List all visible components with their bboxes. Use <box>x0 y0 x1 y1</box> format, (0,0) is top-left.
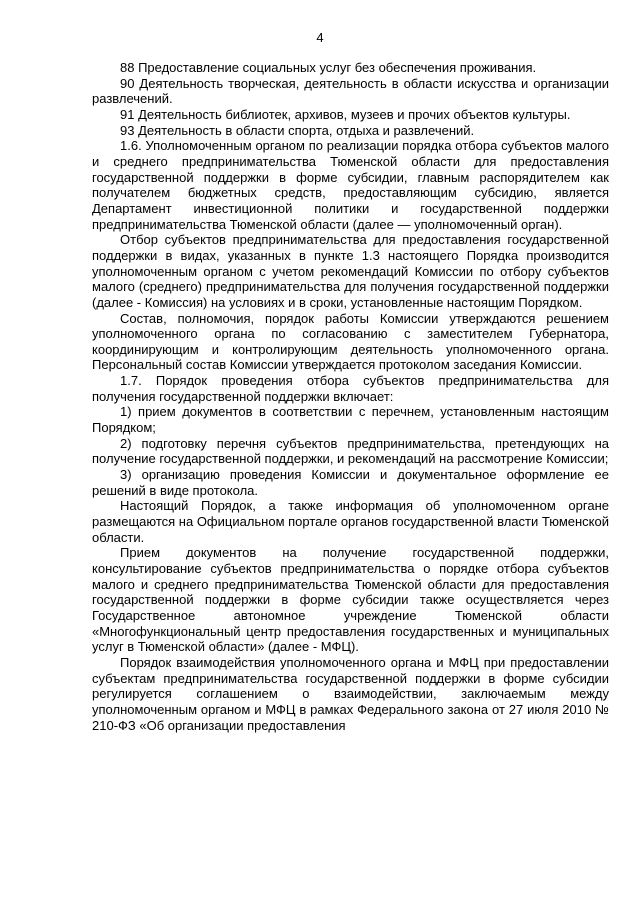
page-number: 4 <box>316 30 324 45</box>
list-item-2: 2) подготовку перечня субъектов предпринимательства, претендующих на получение государственной поддержки, и рекомендаций на рассмотрение Комиссии; <box>92 435 609 467</box>
paragraph-1-7: 1.7. Порядок проведения отбора субъектов предпринимательства для получения государственной поддержки включает: <box>92 373 609 404</box>
paragraph-1-6: 1.6. Уполномоченным органом по реализации порядка отбора субъектов малого и среднего предпринимательства Тюменской области для предоставления государственной поддержки в форме субсидии, главным распорядителем как получателем бюджетных средств, предоставляющим субсидию, является Департамент инвестиционной политики и государственной поддержки предпринимательства Тюменской области (далее — уполномоченный орган). <box>92 138 609 232</box>
paragraph-okved-93: 93 Деятельность в области спорта, отдыха и развлечений. <box>120 122 475 138</box>
paragraph-okved-90: 90 Деятельность творческая, деятельность в области искусства и организации развлечений. <box>92 75 609 107</box>
paragraph-mfc-reception: Прием документов на получение государственной поддержки, консультирование субъектов предпринимательства о порядке отбора субъектов малого и среднего предпринимательства Тюменской области для предоставления государственной поддержки в форме субсидии также осуществляется через Государственное автономное учреждение Тюменской области «Многофункциональный центр предоставления государственных и муниципальных услуг в Тюменской области» (далее - МФЦ). <box>92 545 609 655</box>
paragraph-publication: Настоящий Порядок, а также информация об уполномоченном органе размещаются на Официальном портале органов государственной власти Тюменской области. <box>92 498 609 545</box>
list-item-1: 1) прием документов в соответствии с перечнем, установленным настоящим Порядком; <box>92 404 609 436</box>
paragraph-okved-91: 91 Деятельность библиотек, архивов, музеев и прочих объектов культуры. <box>120 106 571 122</box>
list-item-3: 3) организацию проведения Комиссии и документальное оформление ее решений в виде протокола. <box>92 467 609 498</box>
document-body <box>92 60 609 733</box>
paragraph-commission: Состав, полномочия, порядок работы Комиссии утверждаются решением уполномоченного органа по согласованию с заместителем Губернатора, координирующим и контролирующим деятельность уполномоченного органа. Персональный состав Комиссии утверждается протоколом заседания Комиссии. <box>92 310 609 373</box>
paragraph-okved-88: 88 Предоставление социальных услуг без обеспечения проживания. <box>120 60 537 75</box>
paragraph-selection: Отбор субъектов предпринимательства для предоставления государственной поддержки в видах, указанных в пункте 1.3 настоящего Порядка производится уполномоченным органом с учетом рекомендаций Комиссии по отбору субъектов малого (среднего) предпринимательства для получения государственной поддержки (далее - Комиссия) на условиях и в сроки, установленные настоящим Порядком. <box>92 232 609 310</box>
paragraph-mfc-interaction: Порядок взаимодействия уполномоченного органа и МФЦ при предоставлении субъектам предпринимательства государственной поддержки в форме субсидии регулируется соглашением о взаимодействии, заключаемым между уполномоченным органом и МФЦ в рамках Федерального закона от 27 июля 2010 № 210-ФЗ «Об организации предоставления <box>92 654 609 733</box>
